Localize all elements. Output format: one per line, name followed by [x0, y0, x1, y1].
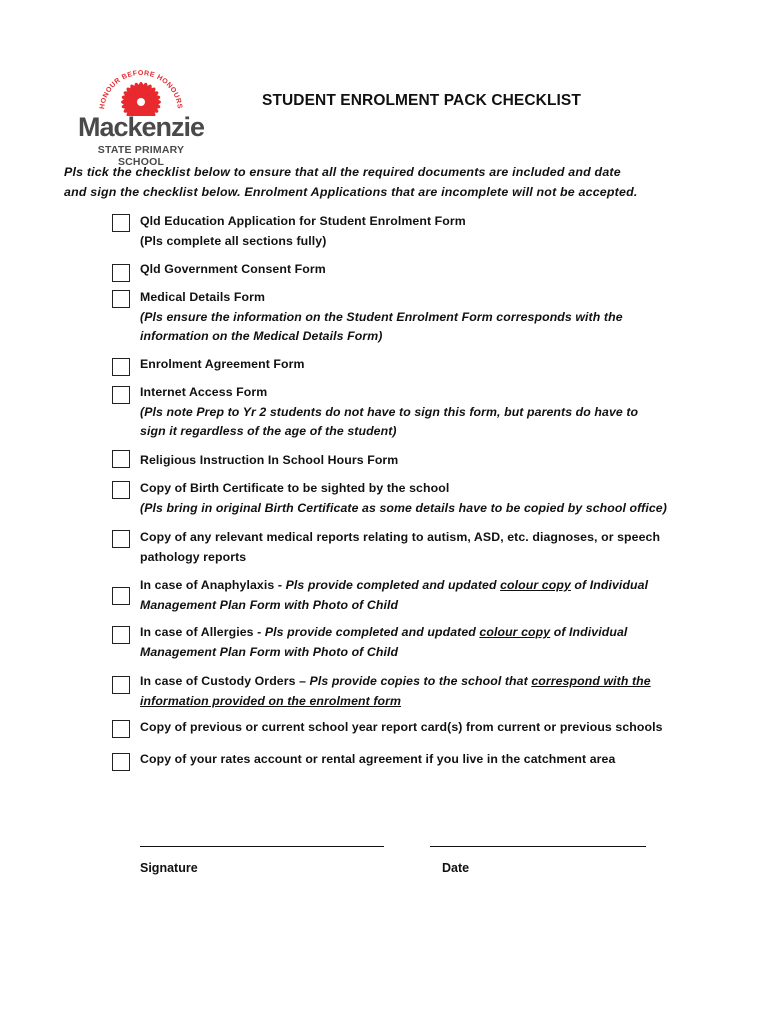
- item-note-emphasis: colour copy: [479, 625, 551, 639]
- item-label: Internet Access Form: [140, 385, 268, 399]
- checkbox[interactable]: [112, 481, 130, 499]
- checkbox[interactable]: [112, 676, 130, 694]
- page-title: STUDENT ENROLMENT PACK CHECKLIST: [262, 92, 581, 109]
- checkbox[interactable]: [112, 530, 130, 548]
- checkbox[interactable]: [112, 587, 130, 605]
- checkbox[interactable]: [112, 358, 130, 376]
- item-label: In case of Allergies -: [140, 625, 265, 639]
- school-flower-icon: [94, 68, 188, 116]
- checkbox[interactable]: [112, 626, 130, 644]
- instructions: [64, 162, 704, 202]
- item-note: (Pls ensure the information on the Student Enrolment Form corresponds with the: [140, 309, 623, 324]
- checkbox[interactable]: [112, 753, 130, 771]
- item-note: (Pls bring in original Birth Certificate as some details have to be copied by school office): [140, 500, 667, 515]
- item-label: Copy of any relevant medical reports relating to autism, ASD, etc. diagnoses, or speech: [140, 530, 661, 544]
- checkbox[interactable]: [112, 290, 130, 308]
- item-label: In case of Anaphylaxis -: [140, 578, 286, 592]
- item-note: of Individual: [550, 625, 628, 639]
- item-note-emphasis: information provided on the enrolment form: [140, 693, 402, 708]
- checkbox[interactable]: [112, 720, 130, 738]
- logo-motto: HONOUR BEFORE HONOURS: [99, 69, 183, 110]
- item-note: (Pls note Prep to Yr 2 students do not have to sign this form, but parents do have to: [140, 404, 639, 419]
- item-label: Copy of your rates account or rental agreement if you live in the catchment area: [140, 752, 616, 766]
- signature-line[interactable]: [140, 846, 384, 848]
- item-label: Religious Instruction In School Hours Form: [140, 453, 399, 467]
- item-note: Pls provide completed and updated: [285, 578, 501, 592]
- checkbox[interactable]: [112, 450, 130, 468]
- item-note: of Individual: [570, 578, 649, 592]
- item-label: Qld Education Application for Student Enrolment Form: [140, 214, 466, 228]
- item-label: Medical Details Form: [140, 290, 266, 304]
- instructions-line: and sign the checklist below. Enrolment Applications that are incomplete will not be accepted.: [64, 185, 638, 199]
- logo-school-name: Mackenzie: [77, 112, 205, 142]
- school-logo: [76, 68, 206, 168]
- item-note: sign it regardless of the age of the student): [140, 424, 397, 438]
- item-note: Pls provide copies to the school that: [309, 674, 532, 688]
- signature-label: Signature: [140, 861, 198, 875]
- checkbox[interactable]: [112, 214, 130, 232]
- item-label: In case of Custody Orders –: [140, 674, 310, 688]
- date-line[interactable]: [430, 846, 646, 848]
- checkbox[interactable]: [112, 386, 130, 404]
- item-note-emphasis: correspond with the: [531, 674, 651, 688]
- item-note: pathology reports: [140, 549, 247, 564]
- date-label: Date: [442, 861, 470, 875]
- instructions-line: Pls tick the checklist below to ensure that all the required documents are included and date: [64, 165, 621, 179]
- item-label: Copy of Birth Certificate to be sighted by the school: [140, 481, 450, 495]
- checkbox[interactable]: [112, 264, 130, 282]
- item-label: Qld Government Consent Form: [140, 262, 326, 276]
- item-label: Copy of previous or current school year report card(s) from current or previous schools: [140, 720, 663, 734]
- item-note: Management Plan Form with Photo of Child: [140, 644, 399, 659]
- item-note: (Pls complete all sections fully): [140, 233, 327, 248]
- item-label: Enrolment Agreement Form: [140, 357, 305, 371]
- item-note: information on the Medical Details Form): [140, 329, 383, 343]
- item-note: Management Plan Form with Photo of Child: [140, 597, 399, 612]
- item-note-emphasis: colour copy: [500, 578, 571, 592]
- item-note: Pls provide completed and updated: [264, 625, 480, 639]
- logo-school-subtitle: STATE PRIMARY SCHOOL: [97, 144, 185, 168]
